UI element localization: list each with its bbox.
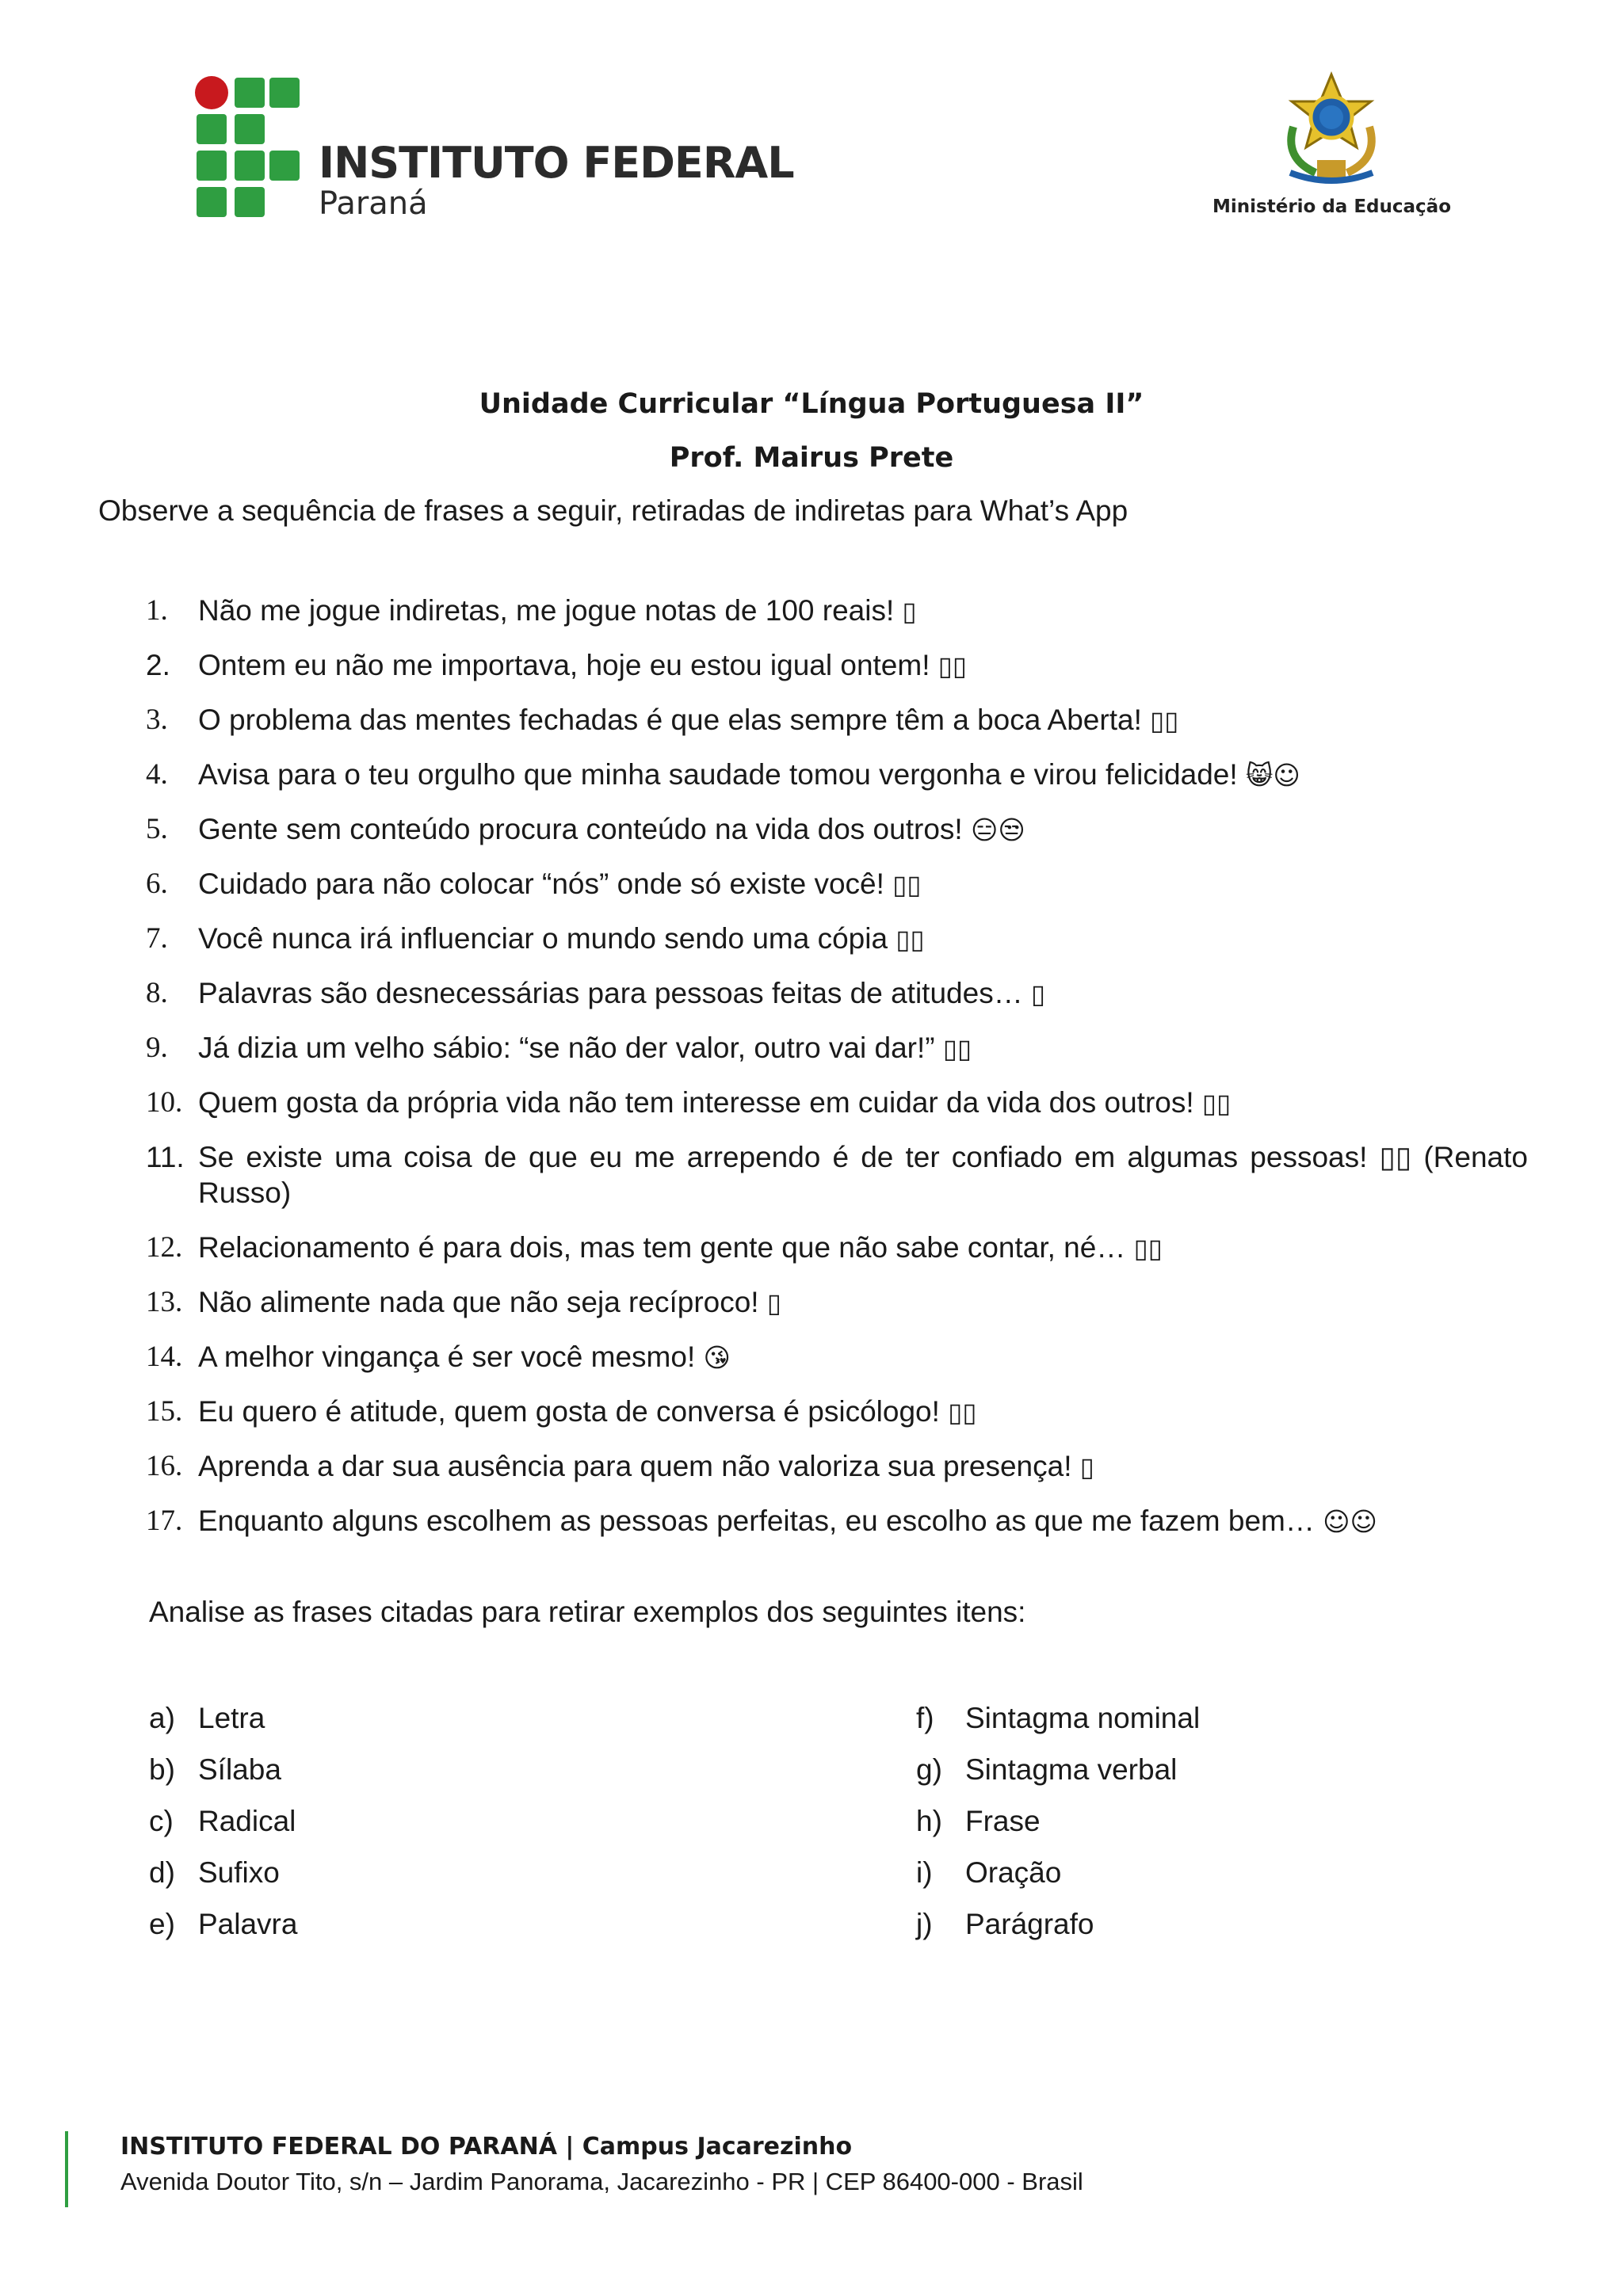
- list-item-number: 10.: [146, 1086, 183, 1119]
- list-item: [146, 975, 1528, 1012]
- items-list-right: [916, 1700, 1550, 1958]
- list-item-text: Não alimente nada que não seja recíproco!: [198, 1286, 767, 1318]
- list-item: [146, 1448, 1528, 1485]
- list-item-number: 13.: [146, 1286, 183, 1318]
- item-label: Oração: [965, 1856, 1062, 1889]
- emoji-icon: ▯: [766, 1287, 782, 1318]
- list-item-number: 8.: [146, 977, 168, 1009]
- emoji-icon: ▯: [1030, 978, 1046, 1009]
- list-item-number: 3.: [146, 704, 168, 736]
- logo-square: [235, 78, 265, 108]
- list-item: [146, 757, 1528, 793]
- logo-red-dot: [195, 76, 228, 109]
- footer-address: Avenida Doutor Tito, s/n – Jardim Panorama, Jacarezinho - PR | CEP 86400-000 - Brasil: [120, 2168, 1083, 2195]
- item-label: Sufixo: [198, 1856, 280, 1889]
- items-list-left: [149, 1700, 783, 1958]
- emoji-icon: 😸☺: [1245, 760, 1300, 791]
- list-item-text: Gente sem conteúdo procura conteúdo na vida dos outros!: [198, 813, 971, 845]
- list-item-number: 14.: [146, 1341, 183, 1373]
- list-item-number: 16.: [146, 1450, 183, 1482]
- list-item: [916, 1752, 1550, 1787]
- list-item: [149, 1855, 783, 1890]
- list-item: [146, 1030, 1528, 1066]
- list-item: [916, 1855, 1550, 1890]
- item-letter: e): [149, 1908, 175, 1940]
- list-item-number: 15.: [146, 1395, 183, 1428]
- list-item-text: Quem gosta da própria vida não tem interesse em cuidar da vida dos outros!: [198, 1086, 1202, 1119]
- item-letter: h): [916, 1805, 942, 1837]
- instruction-text: Analise as frases citadas para retirar exemplos dos seguintes itens:: [149, 1596, 1026, 1628]
- sentence-list: [146, 593, 1528, 1558]
- list-item: [146, 811, 1528, 848]
- list-item: [146, 1139, 1528, 1211]
- logo-square: [269, 78, 300, 108]
- emoji-icon: ▯▯: [1150, 705, 1179, 736]
- institution-state: Paraná: [319, 185, 428, 222]
- list-item: [146, 866, 1528, 902]
- item-label: Palavra: [198, 1908, 298, 1940]
- list-item-text: Relacionamento é para dois, mas tem gente que não sabe contar, né…: [198, 1231, 1134, 1264]
- emoji-icon: ▯▯: [938, 650, 968, 681]
- list-item: [149, 1700, 783, 1736]
- list-item-text: Eu quero é atitude, quem gosta de conversa é psicólogo!: [198, 1395, 949, 1428]
- professor-name: Prof. Mairus Prete: [669, 442, 954, 474]
- institution-name: INSTITUTO FEDERAL: [319, 138, 794, 188]
- item-letter: d): [149, 1856, 175, 1889]
- list-item-number: 2.: [146, 649, 170, 681]
- emoji-icon: ▯▯: [1133, 1233, 1163, 1264]
- list-item: [146, 1284, 1528, 1321]
- item-label: Letra: [198, 1702, 265, 1734]
- emoji-icon: ▯▯: [948, 1397, 977, 1428]
- item-letter: i): [916, 1856, 933, 1889]
- list-item: [149, 1803, 783, 1839]
- list-item-number: 17.: [146, 1505, 183, 1537]
- ministry-label: Ministério da Educação: [1212, 196, 1451, 217]
- list-item: [146, 1394, 1528, 1430]
- item-letter: a): [149, 1702, 175, 1734]
- list-item: [146, 921, 1528, 957]
- list-item: [146, 1503, 1528, 1539]
- list-item-number: 12.: [146, 1231, 183, 1264]
- emoji-icon: 😘: [703, 1342, 731, 1373]
- ministry-logo: [1212, 71, 1450, 230]
- item-letter: b): [149, 1753, 175, 1786]
- item-label: Sintagma verbal: [965, 1753, 1178, 1786]
- list-item-text: O problema das mentes fechadas é que elas sempre têm a boca Aberta!: [198, 704, 1151, 736]
- item-letter: j): [916, 1908, 933, 1940]
- list-item-number: 4.: [146, 758, 168, 791]
- list-item: [146, 702, 1528, 738]
- instituto-federal-logo: [195, 76, 794, 227]
- logo-square: [197, 187, 227, 217]
- list-item: [146, 1085, 1528, 1121]
- logo-square: [235, 187, 265, 217]
- list-item: [916, 1700, 1550, 1736]
- logo-square: [269, 151, 300, 181]
- list-item-number: 1.: [146, 594, 168, 627]
- item-label: Sintagma nominal: [965, 1702, 1201, 1734]
- list-item: [146, 1230, 1528, 1266]
- footer-institution: INSTITUTO FEDERAL DO PARANÁ | Campus Jacarezinho: [120, 2133, 853, 2161]
- logo-square: [197, 114, 227, 144]
- list-item-text: A melhor vingança é ser você mesmo!: [198, 1341, 704, 1373]
- item-letter: f): [916, 1702, 934, 1734]
- list-item: [146, 647, 1528, 684]
- item-label: Parágrafo: [965, 1908, 1094, 1940]
- footer-accent-bar: [65, 2131, 68, 2207]
- item-label: Frase: [965, 1805, 1041, 1837]
- list-item: [916, 1906, 1550, 1942]
- intro-text: Observe a sequência de frases a seguir, retiradas de indiretas para What’s App: [98, 494, 1128, 527]
- list-item-text: Avisa para o teu orgulho que minha saudade tomou vergonha e virou felicidade!: [198, 758, 1246, 791]
- list-item: [146, 1339, 1528, 1375]
- emoji-icon: 😑😒: [970, 814, 1025, 845]
- list-item-text: Enquanto alguns escolhem as pessoas perfeitas, eu escolho as que me fazem bem…: [198, 1505, 1323, 1537]
- item-label: Sílaba: [198, 1753, 281, 1786]
- list-item: [916, 1803, 1550, 1839]
- list-item: [149, 1906, 783, 1942]
- list-item: [146, 593, 1528, 629]
- item-letter: g): [916, 1753, 942, 1786]
- list-item-text: Palavras são desnecessárias para pessoas feitas de atitudes…: [198, 977, 1031, 1009]
- logo-square: [235, 114, 265, 144]
- emoji-icon: ▯: [1079, 1451, 1094, 1482]
- list-item-number: 5.: [146, 813, 168, 845]
- list-item-number: 11.: [146, 1141, 185, 1173]
- coat-of-arms-icon: [1276, 71, 1387, 190]
- emoji-icon: ▯▯: [892, 869, 922, 900]
- list-item-text: Já dizia um velho sábio: “se não der valor, outro vai dar!”: [198, 1032, 943, 1064]
- item-letter: c): [149, 1805, 174, 1837]
- logo-square: [197, 151, 227, 181]
- list-item-number: 7.: [146, 922, 168, 955]
- emoji-icon: ☺☺: [1323, 1506, 1377, 1537]
- list-item-text: Você nunca irá influenciar o mundo sendo uma cópia: [198, 922, 896, 955]
- list-item-text: Não me jogue indiretas, me jogue notas de 100 reais!: [198, 594, 903, 627]
- document-title: Unidade Curricular “Língua Portuguesa II”: [479, 388, 1144, 420]
- list-item-number: 6.: [146, 868, 168, 900]
- list-item-number: 9.: [146, 1032, 168, 1064]
- emoji-icon: ▯: [902, 596, 917, 627]
- list-item-text: Ontem eu não me importava, hoje eu estou igual ontem!: [198, 649, 938, 681]
- list-item-text: Aprenda a dar sua ausência para quem não valoriza sua presença!: [198, 1450, 1080, 1482]
- emoji-icon: ▯▯: [896, 924, 925, 955]
- list-item-text: Se existe uma coisa de que eu me arrependo é de ter confiado em algumas pessoas! ▯▯ (Renato Russo): [198, 1141, 1528, 1209]
- logo-square: [235, 151, 265, 181]
- emoji-icon: ▯▯: [1201, 1088, 1232, 1119]
- emoji-icon: ▯▯: [942, 1033, 972, 1064]
- list-item-text: Cuidado para não colocar “nós” onde só existe você!: [198, 868, 893, 900]
- item-label: Radical: [198, 1805, 296, 1837]
- list-item: [149, 1752, 783, 1787]
